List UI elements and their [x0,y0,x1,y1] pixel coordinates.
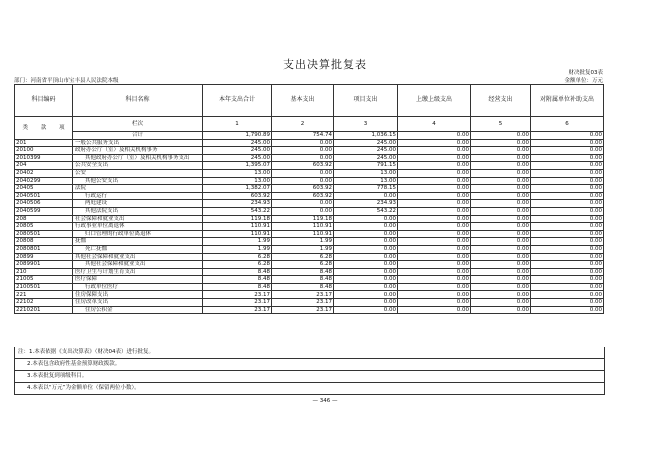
row-code: 2040599 [15,207,73,215]
row-code: 22102 [15,299,73,307]
table-row [15,306,604,314]
row-value: 245.00 [203,154,272,162]
row-value: 245.00 [203,147,272,155]
row-value: 8.48 [203,283,272,291]
row-value: 603.92 [203,192,272,200]
row-value: 0.00 [531,276,604,284]
col-num-5: 5 [471,117,531,132]
row-value: 0.00 [531,169,604,177]
row-value: 0.00 [531,283,604,291]
row-code: 208 [15,215,73,223]
form-code: 财决批复03表 [568,70,603,76]
row-value: 0.00 [531,177,604,185]
row-value: 0.00 [398,223,471,231]
notes-block [14,347,605,395]
row-value: 543.22 [203,207,272,215]
total-value: 1,790.89 [203,132,272,140]
page-title: 支出决算批复表 [283,58,367,71]
row-value: 0.00 [398,162,471,170]
row-value: 0.00 [398,139,471,147]
row-value: 0.00 [334,276,398,284]
table-row [15,299,604,307]
row-value: 0.00 [334,192,398,200]
table-row [15,192,604,200]
row-value: 6.28 [272,261,334,269]
col-num-3: 3 [334,117,398,132]
table-row [15,162,604,170]
total-row [15,132,604,140]
row-value: 1.99 [272,245,334,253]
row-code: 21005 [15,276,73,284]
row-value: 0.00 [531,162,604,170]
page-number: — 346 — [312,398,338,404]
row-code: 221 [15,291,73,299]
row-code: 20402 [15,169,73,177]
row-name: 归口管理的行政单位离退休 [73,230,203,238]
row-name: 一般公共服务支出 [73,139,203,147]
row-value: 0.00 [471,192,531,200]
row-code: 20100 [15,147,73,155]
row-name: 政府办公厅（室）及相关机构事务 [73,147,203,155]
row-name: 公共安全支出 [73,162,203,170]
row-value: 0.00 [531,253,604,261]
row-value: 119.18 [272,215,334,223]
table-row [15,200,604,208]
row-value: 0.00 [471,154,531,162]
row-value: 245.00 [334,154,398,162]
row-value: 0.00 [334,306,398,314]
note-line: 3.本表批复到项级科目。 [15,370,604,382]
row-name: 死亡抚恤 [73,245,203,253]
row-value: 0.00 [531,192,604,200]
row-value: 0.00 [398,299,471,307]
row-name: 住房公积金 [73,306,203,314]
row-value: 0.00 [398,185,471,193]
row-value: 23.17 [203,291,272,299]
row-value: 0.00 [334,238,398,246]
row-value: 0.00 [471,215,531,223]
row-value: 0.00 [334,253,398,261]
row-value: 0.00 [272,139,334,147]
row-value: 0.00 [471,223,531,231]
table-row [15,283,604,291]
row-value: 0.00 [471,177,531,185]
row-name: 医疗卫生与计划生育支出 [73,268,203,276]
table-row [15,177,604,185]
row-value: 0.00 [471,261,531,269]
row-value: 0.00 [531,230,604,238]
col-num-1: 1 [203,117,272,132]
header-class-levels [15,117,73,140]
row-value: 0.00 [398,261,471,269]
row-value: 0.00 [334,283,398,291]
row-value: 13.00 [203,177,272,185]
table-row [15,207,604,215]
row-code: 2210201 [15,306,73,314]
row-name: 抚恤 [73,238,203,246]
row-value: 543.22 [334,207,398,215]
header-code: 科目编码 [15,85,73,117]
row-value: 0.00 [471,139,531,147]
row-value: 791.15 [334,162,398,170]
table-row [15,223,604,231]
row-code: 210 [15,268,73,276]
col-num-4: 4 [398,117,471,132]
table-row [15,245,604,253]
row-code: 204 [15,162,73,170]
row-value: 23.17 [272,306,334,314]
row-value: 0.00 [471,162,531,170]
row-code: 20405 [15,185,73,193]
header-subsidy: 对附属单位补助支出 [531,85,604,117]
note-line: 4.本表以“万元”为金额单位（保留两位小数）。 [15,382,604,394]
row-value: 0.00 [272,200,334,208]
row-value: 0.00 [272,147,334,155]
unit-label: 金额单位：万元 [564,78,603,84]
row-value: 0.00 [471,169,531,177]
row-value: 0.00 [471,306,531,314]
row-value: 0.00 [471,268,531,276]
row-code: 201 [15,139,73,147]
header-business: 经营支出 [471,85,531,117]
row-code: 2040506 [15,200,73,208]
row-value: 1.99 [203,238,272,246]
row-value: 0.00 [334,223,398,231]
table-row [15,230,604,238]
row-value: 23.17 [203,306,272,314]
header-total: 本年支出合计 [203,85,272,117]
table-row [15,139,604,147]
total-value: 0.00 [531,132,604,140]
row-name: 住房保障支出 [73,291,203,299]
row-value: 0.00 [272,207,334,215]
row-value: 0.00 [471,200,531,208]
expenditure-table [14,84,604,314]
header-basic: 基本支出 [272,85,334,117]
row-name: 两庭建设 [73,200,203,208]
note-line: 2.本表包含政府性基金预算财政拨款。 [15,358,604,370]
row-value: 0.00 [398,283,471,291]
row-value: 778.15 [334,185,398,193]
row-value: 0.00 [531,245,604,253]
row-value: 0.00 [398,230,471,238]
row-value: 0.00 [398,306,471,314]
row-value: 0.00 [334,230,398,238]
row-value: 0.00 [531,261,604,269]
row-value: 13.00 [203,169,272,177]
row-code: 2089901 [15,261,73,269]
row-value: 0.00 [531,223,604,231]
row-value: 603.92 [272,185,334,193]
col-num-6: 6 [531,117,604,132]
row-name: 行政运行 [73,192,203,200]
row-value: 0.00 [471,245,531,253]
row-value: 0.00 [471,253,531,261]
row-value: 110.91 [203,223,272,231]
row-value: 0.00 [471,207,531,215]
table-body [15,139,604,314]
row-value: 119.18 [203,215,272,223]
row-value: 0.00 [471,185,531,193]
row-name: 行政单位医疗 [73,283,203,291]
row-value: 6.28 [203,253,272,261]
row-value: 0.00 [398,276,471,284]
row-value: 0.00 [531,291,604,299]
total-value: 0.00 [471,132,531,140]
row-name: 其他社会保障和就业支出 [73,261,203,269]
row-value: 245.00 [203,139,272,147]
row-value: 0.00 [398,177,471,185]
row-value: 0.00 [398,200,471,208]
row-value: 1.99 [203,245,272,253]
row-value: 110.91 [272,230,334,238]
table-row [15,147,604,155]
row-code: 2080501 [15,230,73,238]
table-row [15,268,604,276]
row-value: 0.00 [398,245,471,253]
table-row [15,276,604,284]
row-value: 0.00 [531,154,604,162]
row-name: 社会保障和就业支出 [73,215,203,223]
row-value: 234.93 [203,200,272,208]
row-value: 8.48 [203,268,272,276]
row-code: 2100501 [15,283,73,291]
row-name: 住房改革支出 [73,299,203,307]
row-value: 0.00 [272,154,334,162]
total-value: 754.74 [272,132,334,140]
header-kuan: 款 [40,124,47,131]
row-name: 法院 [73,185,203,193]
table-row [15,253,604,261]
table-row [15,291,604,299]
table-row [15,215,604,223]
row-value: 0.00 [471,283,531,291]
row-value: 0.00 [471,299,531,307]
header-xiang: 项 [58,124,65,131]
row-value: 0.00 [398,253,471,261]
row-value: 23.17 [272,291,334,299]
row-value: 8.48 [272,283,334,291]
col-num-2: 2 [272,117,334,132]
row-value: 0.00 [531,238,604,246]
header-lanci: 栏次 [73,117,203,132]
row-name: 公安 [73,169,203,177]
row-value: 23.17 [203,299,272,307]
row-value: 6.28 [203,261,272,269]
total-value: 1,036.15 [334,132,398,140]
table-row [15,185,604,193]
total-value: 0.00 [398,132,471,140]
table-row [15,238,604,246]
table-row [15,154,604,162]
row-value: 13.00 [334,177,398,185]
row-value: 0.00 [272,177,334,185]
row-value: 0.00 [398,268,471,276]
row-code: 20808 [15,238,73,246]
row-value: 0.00 [334,291,398,299]
row-value: 0.00 [531,185,604,193]
row-code: 2010399 [15,154,73,162]
row-value: 0.00 [471,276,531,284]
row-value: 0.00 [471,238,531,246]
row-code: 20805 [15,223,73,231]
row-value: 0.00 [531,207,604,215]
row-value: 13.00 [334,169,398,177]
row-value: 0.00 [334,215,398,223]
row-value: 0.00 [531,139,604,147]
row-code: 2040299 [15,177,73,185]
row-value: 0.00 [334,261,398,269]
row-value: 110.91 [203,230,272,238]
row-value: 0.00 [531,306,604,314]
row-value: 8.48 [203,276,272,284]
row-value: 245.00 [334,139,398,147]
row-name: 行政事业单位离退休 [73,223,203,231]
row-value: 0.00 [398,154,471,162]
row-code: 20899 [15,253,73,261]
row-value: 0.00 [398,207,471,215]
row-value: 0.00 [272,169,334,177]
row-value: 0.00 [398,147,471,155]
row-value: 0.00 [398,238,471,246]
total-label: 合计 [73,132,203,140]
row-value: 0.00 [471,291,531,299]
row-value: 0.00 [531,215,604,223]
row-value: 0.00 [398,215,471,223]
department-label: 部门：河南省平顶山市宝丰县人民法院本级 [14,78,119,84]
header-upper: 上缴上级支出 [398,85,471,117]
header-name: 科目名称 [73,85,203,117]
row-value: 0.00 [531,299,604,307]
header-project: 项目支出 [334,85,398,117]
note-line: 注：1.本表依据《支出决算表》（财决04表）进行批复。 [18,349,154,355]
row-value: 6.28 [272,253,334,261]
row-value: 0.00 [334,299,398,307]
row-value: 0.00 [334,245,398,253]
header-lei: 类 [22,124,29,131]
row-name: 医疗保障 [73,276,203,284]
row-value: 603.92 [272,162,334,170]
row-value: 1,382.07 [203,185,272,193]
row-value: 234.93 [334,200,398,208]
row-value: 0.00 [531,200,604,208]
row-value: 0.00 [334,268,398,276]
row-value: 0.00 [531,268,604,276]
row-code: 2040501 [15,192,73,200]
row-value: 0.00 [471,147,531,155]
table-row [15,261,604,269]
row-value: 0.00 [398,192,471,200]
table-row [15,169,604,177]
row-name: 其他公安支出 [73,177,203,185]
row-value: 110.91 [272,223,334,231]
row-code: 2080801 [15,245,73,253]
row-value: 0.00 [471,230,531,238]
row-name: 其他政府办公厅（室）及相关机构事务支出 [73,154,203,162]
row-value: 0.00 [531,147,604,155]
row-value: 603.92 [272,192,334,200]
row-value: 245.00 [334,147,398,155]
row-value: 8.48 [272,268,334,276]
row-value: 23.17 [272,299,334,307]
row-name: 其他法院支出 [73,207,203,215]
row-value: 1.99 [272,238,334,246]
row-value: 1,395.07 [203,162,272,170]
row-value: 8.48 [272,276,334,284]
row-name: 其他社会保障和就业支出 [73,253,203,261]
row-value: 0.00 [398,169,471,177]
row-value: 0.00 [398,291,471,299]
